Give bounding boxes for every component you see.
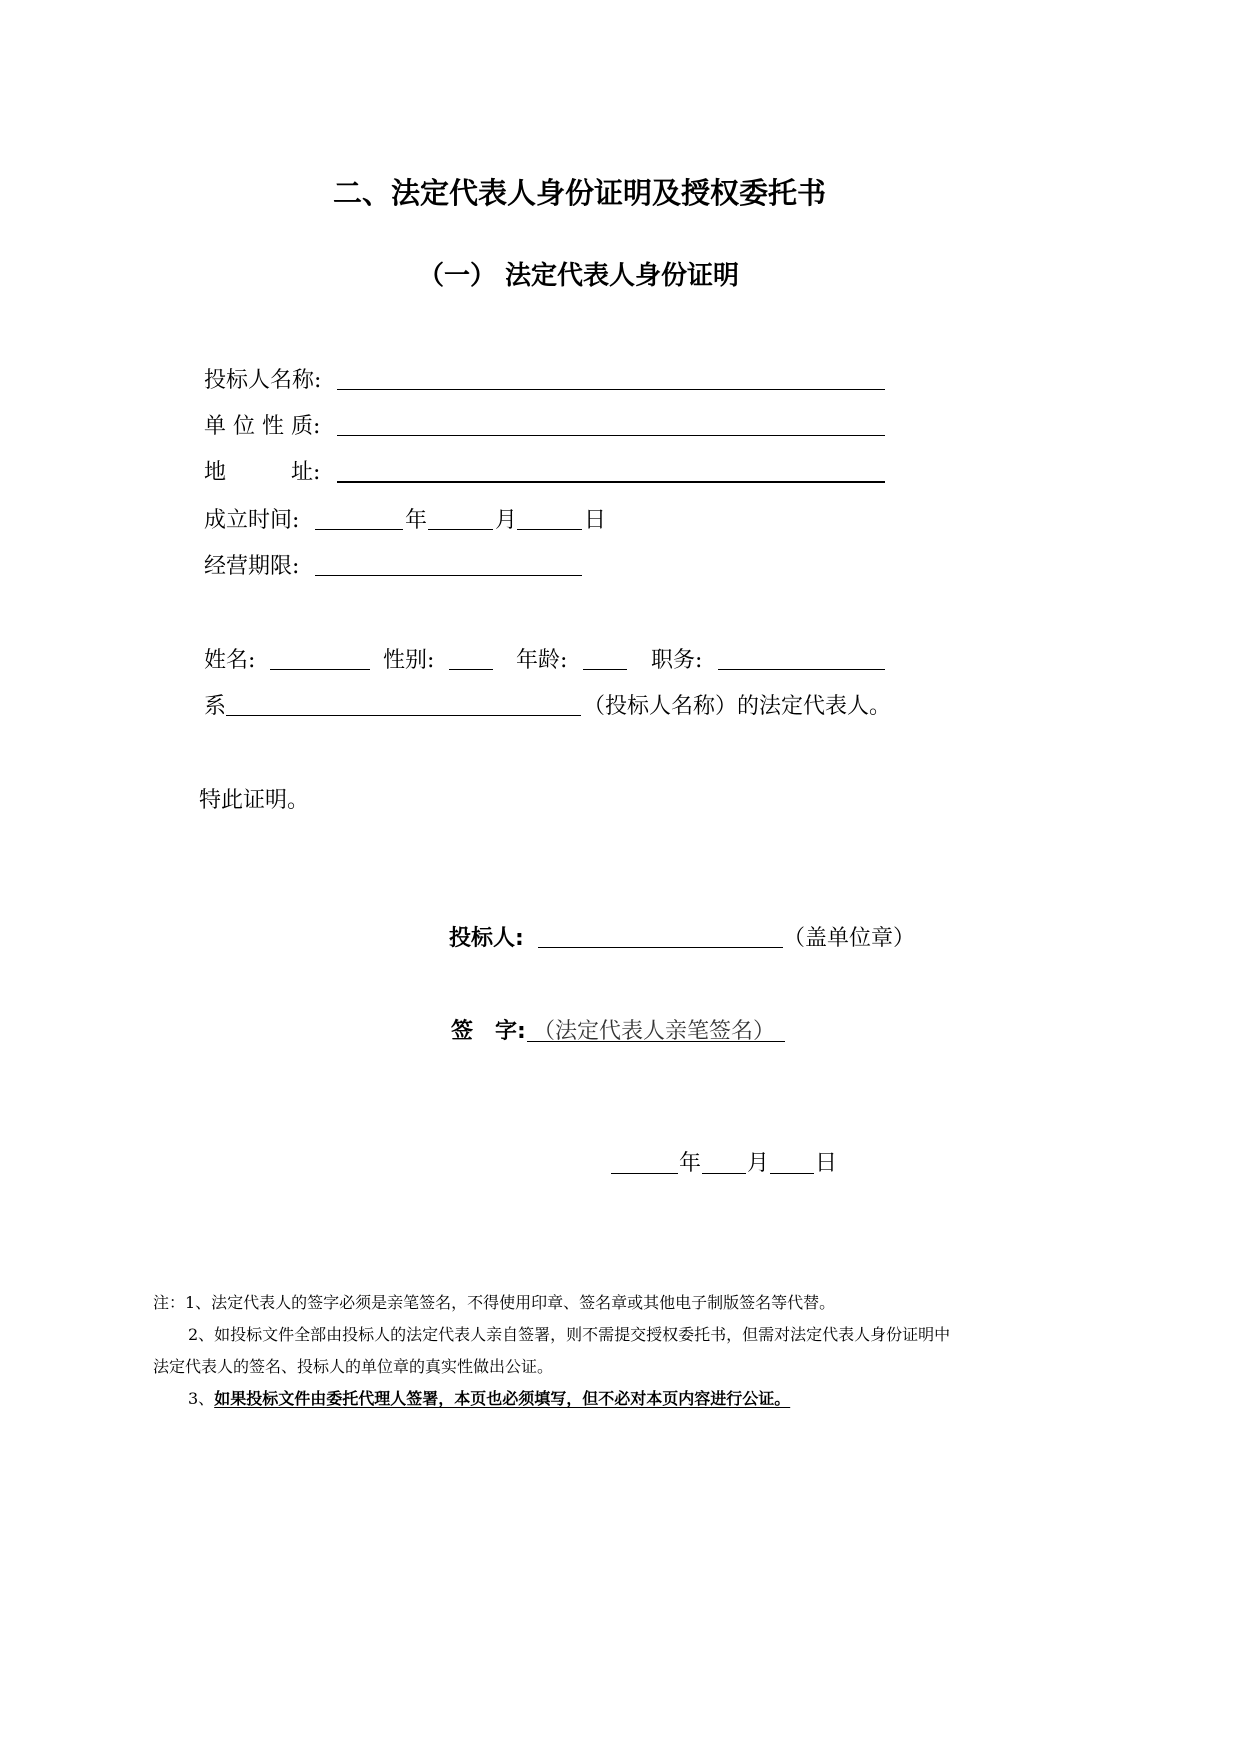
signature-label-first: 签 bbox=[451, 1019, 474, 1044]
position-field[interactable] bbox=[718, 669, 885, 670]
bidder-sign-label: 投标人: bbox=[449, 926, 524, 951]
established-year-field[interactable] bbox=[315, 529, 403, 530]
person-name-label: 姓名: bbox=[204, 648, 256, 673]
established-month-unit: 月 bbox=[495, 508, 518, 533]
note-1: 注：1、法定代表人的签字必须是亲笔签名，不得使用印章、签名章或其他电子制版签名等代替。 bbox=[153, 1293, 836, 1312]
note-2-line-2: 法定代表人的签名、投标人的单位章的真实性做出公证。 bbox=[153, 1357, 554, 1376]
bidder-name-field[interactable] bbox=[337, 389, 885, 390]
page-title: 二、法定代表人身份证明及授权委托书 bbox=[333, 176, 827, 210]
company-field[interactable] bbox=[226, 715, 581, 716]
note-2-line-1: 2、如投标文件全部由投标人的法定代表人亲自签署，则不需提交授权委托书，但需对法定代表人身份证明中 bbox=[188, 1325, 951, 1344]
date-month-field[interactable] bbox=[702, 1173, 746, 1174]
established-day-field[interactable] bbox=[517, 529, 582, 530]
date-year-field[interactable] bbox=[611, 1173, 678, 1174]
date-year-unit: 年 bbox=[679, 1151, 702, 1176]
address-label-first: 地 bbox=[204, 460, 227, 485]
date-day-unit: 日 bbox=[815, 1151, 838, 1176]
note-3-prefix: 3、 bbox=[188, 1389, 215, 1408]
person-name-field[interactable] bbox=[270, 669, 370, 670]
established-year-unit: 年 bbox=[405, 508, 428, 533]
bidder-name-label: 投标人名称: bbox=[204, 368, 322, 393]
note-3 bbox=[188, 1388, 790, 1410]
term-label: 经营期限: bbox=[204, 554, 300, 579]
established-day-unit: 日 bbox=[584, 508, 607, 533]
address-label-second: 址: bbox=[291, 460, 321, 485]
note-3-text: 如果投标文件由委托代理人签署，本页也必须填写，但不必对本页内容进行公证。 bbox=[214, 1389, 791, 1408]
seal-text: （盖单位章） bbox=[783, 926, 916, 951]
address-field[interactable] bbox=[337, 481, 885, 483]
unit-nature-label: 单 位 性 质: bbox=[204, 414, 321, 439]
established-label: 成立时间: bbox=[204, 508, 300, 533]
xi-label: 系 bbox=[204, 694, 227, 719]
date-month-unit: 月 bbox=[747, 1151, 770, 1176]
signature-field[interactable] bbox=[527, 1041, 785, 1042]
established-month-field[interactable] bbox=[428, 529, 493, 530]
date-day-field[interactable] bbox=[770, 1173, 814, 1174]
section-subtitle: （一） 法定代表人身份证明 bbox=[418, 261, 740, 291]
term-field[interactable] bbox=[315, 575, 582, 576]
unit-nature-field[interactable] bbox=[337, 435, 885, 436]
legal-rep-text: （投标人名称）的法定代表人。 bbox=[583, 694, 892, 719]
gender-field[interactable] bbox=[449, 669, 493, 670]
age-label: 年龄: bbox=[516, 648, 568, 673]
bidder-sign-field[interactable] bbox=[538, 947, 783, 948]
certify-text: 特此证明。 bbox=[199, 788, 310, 813]
position-label: 职务: bbox=[651, 648, 703, 673]
age-field[interactable] bbox=[583, 669, 627, 670]
signature-hint: （法定代表人亲笔签名） bbox=[533, 1019, 776, 1044]
signature-label-second: 字: bbox=[495, 1019, 526, 1044]
gender-label: 性别: bbox=[383, 648, 435, 673]
